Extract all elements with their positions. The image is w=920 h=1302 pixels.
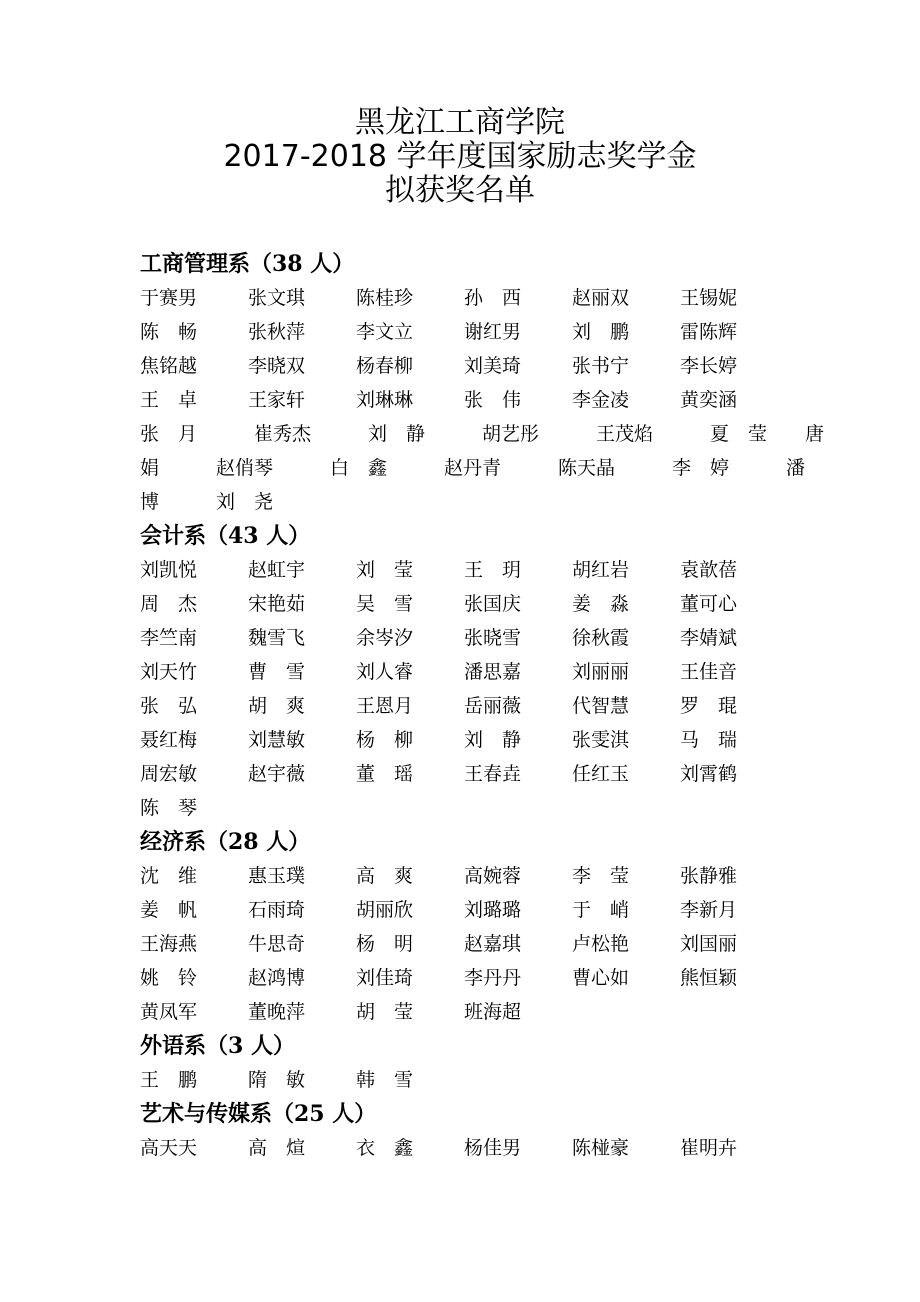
- student-name: 刘 莹: [356, 559, 414, 581]
- name-grid: [140, 1131, 800, 1165]
- title-award: 2017-2018 学年度国家励志奖学金: [223, 139, 697, 174]
- student-name: 姜 淼: [572, 593, 630, 615]
- name-grid: [140, 553, 800, 825]
- student-name: 杨 明: [356, 933, 414, 955]
- section-art-media: [140, 1097, 800, 1165]
- student-name: 陈桂珍: [356, 287, 414, 309]
- section-foreign-languages: [140, 1029, 800, 1097]
- student-name: 周 杰: [140, 593, 198, 615]
- student-name: 王春垚: [464, 763, 522, 785]
- student-name: 于赛男: [140, 287, 198, 309]
- student-name: 王锡妮: [680, 287, 738, 309]
- student-name: 余岑汐: [356, 627, 414, 649]
- section-heading: 工商管理系（38 人）: [140, 251, 355, 277]
- student-name: 李 莹: [572, 865, 630, 887]
- student-name: 李长婷: [680, 355, 738, 377]
- student-name: 隋 敏: [248, 1069, 306, 1091]
- title-school: 黑龙江工商学院: [355, 105, 565, 140]
- student-name: 张 伟: [464, 389, 522, 411]
- student-name: 卢松艳: [572, 933, 630, 955]
- student-name: 陈 畅: [140, 321, 198, 343]
- student-name: 杨 柳: [356, 729, 414, 751]
- student-name: 熊恒颖: [680, 967, 738, 989]
- student-name: 高婉蓉: [464, 865, 522, 887]
- student-name: 董 瑶: [356, 763, 414, 785]
- student-name: 赵鸿博: [248, 967, 306, 989]
- student-name: 王恩月: [356, 695, 414, 717]
- student-name: 张 弘: [140, 695, 198, 717]
- student-name: 张文琪: [248, 287, 306, 309]
- student-name: 刘璐璐: [464, 899, 522, 921]
- student-name: 刘人睿: [356, 661, 414, 683]
- student-name: 孙 西: [464, 287, 522, 309]
- award-list: [140, 247, 825, 1165]
- student-name: 马 瑞: [680, 729, 738, 751]
- student-name: 张国庆: [464, 593, 522, 615]
- student-name: 刘慧敏: [248, 729, 306, 751]
- student-name: 杨佳男: [464, 1137, 522, 1159]
- section-heading: 会计系（43 人）: [140, 523, 311, 549]
- student-name: 曹心如: [572, 967, 630, 989]
- student-name: 韩 雪: [356, 1069, 414, 1091]
- name-grid: [140, 281, 800, 417]
- student-name: 姚 铃: [140, 967, 198, 989]
- student-name: 刘 鹏: [572, 321, 630, 343]
- student-name: 黄奕涵: [680, 389, 738, 411]
- title-list: 拟获奖名单: [385, 173, 535, 208]
- student-name: 杨春柳: [356, 355, 414, 377]
- student-name: 李丹丹: [464, 967, 522, 989]
- student-name: 袁歆蓓: [680, 559, 738, 581]
- student-name: 张秋萍: [248, 321, 306, 343]
- section-economics: [140, 825, 800, 1029]
- student-name: 高 爽: [356, 865, 414, 887]
- student-name: 吴 雪: [356, 593, 414, 615]
- document-title: [0, 106, 920, 208]
- section-heading: 经济系（28 人）: [140, 829, 311, 855]
- student-name: 李晓双: [248, 355, 306, 377]
- student-name: 董可心: [680, 593, 738, 615]
- name-row-wrapped: 娟 赵俏琴 白 鑫 赵丹青 陈天晶 李 婷 潘: [140, 457, 806, 479]
- student-name: 张晓雪: [464, 627, 522, 649]
- student-name: 于 峭: [572, 899, 630, 921]
- student-name: 石雨琦: [248, 899, 306, 921]
- student-name: 董晚萍: [248, 1001, 306, 1023]
- student-name: 焦铭越: [140, 355, 198, 377]
- student-name: 雷陈辉: [680, 321, 738, 343]
- student-name: 宋艳茹: [248, 593, 306, 615]
- student-name: 刘霄鹤: [680, 763, 738, 785]
- student-name: 刘佳琦: [356, 967, 414, 989]
- section-heading: 外语系（3 人）: [140, 1033, 295, 1059]
- student-name: 谢红男: [464, 321, 522, 343]
- student-name: 魏雪飞: [248, 627, 306, 649]
- student-name: 班海超: [464, 1001, 522, 1023]
- student-name: 李金凌: [572, 389, 630, 411]
- student-name: 赵虹宇: [248, 559, 306, 581]
- student-name: 李文立: [356, 321, 414, 343]
- student-name: 张书宁: [572, 355, 630, 377]
- student-name: 胡 莹: [356, 1001, 414, 1023]
- student-name: 刘丽丽: [572, 661, 630, 683]
- student-name: 赵丽双: [572, 287, 630, 309]
- student-name: 牛思奇: [248, 933, 306, 955]
- student-name: 胡丽欣: [356, 899, 414, 921]
- student-name: 李新月: [680, 899, 738, 921]
- student-name: 胡红岩: [572, 559, 630, 581]
- name-grid: [140, 859, 800, 1029]
- student-name: 刘琳琳: [356, 389, 414, 411]
- student-name: 李竺南: [140, 627, 198, 649]
- name-row-wrapped: 张 月 崔秀杰 刘 静 胡艺彤 王茂焰 夏 莹 唐: [140, 423, 825, 445]
- student-name: 沈 维: [140, 865, 198, 887]
- section-heading: 艺术与传媒系（25 人）: [140, 1101, 377, 1127]
- student-name: 曹 雪: [248, 661, 306, 683]
- student-name: 张雯淇: [572, 729, 630, 751]
- student-name: 刘 静: [464, 729, 522, 751]
- student-name: 王 玥: [464, 559, 522, 581]
- student-name: 胡 爽: [248, 695, 306, 717]
- student-name: 刘凯悦: [140, 559, 198, 581]
- student-name: 高 煊: [248, 1137, 306, 1159]
- student-name: 王 鹏: [140, 1069, 198, 1091]
- student-name: 岳丽薇: [464, 695, 522, 717]
- student-name: 王佳音: [680, 661, 738, 683]
- student-name: 张静雅: [680, 865, 738, 887]
- student-name: 王海燕: [140, 933, 198, 955]
- name-grid: [140, 1063, 800, 1097]
- student-name: 姜 帆: [140, 899, 198, 921]
- student-name: 任红玉: [572, 763, 630, 785]
- section-accounting: [140, 519, 800, 825]
- student-name: 衣 鑫: [356, 1137, 414, 1159]
- student-name: 陈 琴: [140, 797, 198, 819]
- student-name: 王 卓: [140, 389, 198, 411]
- student-name: 陈椪豪: [572, 1137, 630, 1159]
- student-name: 王家轩: [248, 389, 306, 411]
- student-name: 高天天: [140, 1137, 198, 1159]
- student-name: 崔明卉: [680, 1137, 738, 1159]
- student-name: 李婧斌: [680, 627, 738, 649]
- student-name: 赵嘉琪: [464, 933, 522, 955]
- student-name: 罗 琨: [680, 695, 738, 717]
- student-name: 刘国丽: [680, 933, 738, 955]
- student-name: 刘美琦: [464, 355, 522, 377]
- name-row-wrapped: 博 刘 尧: [140, 491, 274, 513]
- student-name: 聂红梅: [140, 729, 198, 751]
- student-name: 代智慧: [572, 695, 630, 717]
- student-name: 黄凤军: [140, 1001, 198, 1023]
- student-name: 赵宇薇: [248, 763, 306, 785]
- student-name: 周宏敏: [140, 763, 198, 785]
- student-name: 潘思嘉: [464, 661, 522, 683]
- student-name: 刘天竹: [140, 661, 198, 683]
- section-business-management: [140, 247, 825, 519]
- student-name: 徐秋霞: [572, 627, 630, 649]
- student-name: 惠玉璞: [248, 865, 306, 887]
